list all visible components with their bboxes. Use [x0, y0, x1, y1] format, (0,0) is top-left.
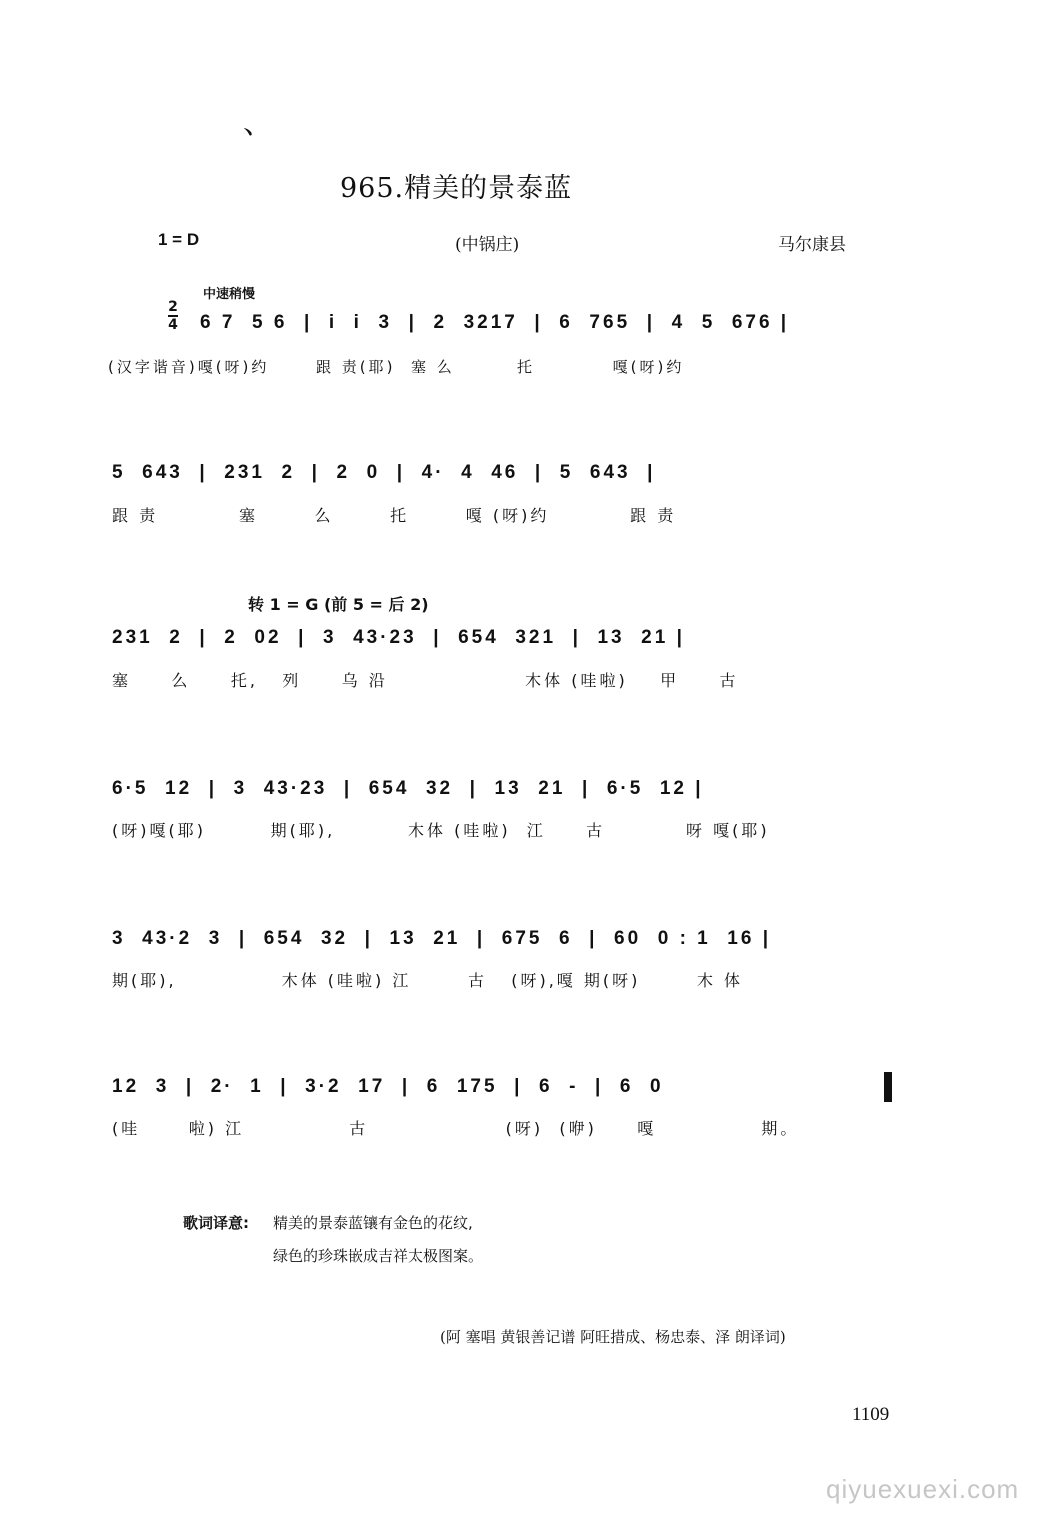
lyrics-line: 塞 么 托, 列 乌 沿 木体 (哇啦) 甲 古: [112, 671, 739, 690]
notation-line: 6 7 5 6 | i i 3 | 2 3217 | 6 765 | 4 5 676 |: [200, 312, 790, 333]
watermark: qiyuexuexi.com: [826, 1474, 1020, 1504]
notation-line: 3 43·2 3 | 654 32 | 13 21 | 675 6 | 60 0 : 1 16 |: [112, 928, 772, 949]
key-change-marking: 转 1 = G (前 5 = 后 2): [248, 595, 429, 614]
final-barline: [884, 1072, 892, 1102]
lyrics-line: 期(耶), 木体 (哇啦) 江 古 (呀),嘎 期(呀) 木 体: [112, 971, 744, 990]
notation-line: 231 2 | 2 02 | 3 43·23 | 654 321 | 13 21 |: [112, 627, 685, 648]
notation-line: 6·5 12 | 3 43·23 | 654 32 | 13 21 | 6·5 12 |: [112, 778, 704, 799]
lyrics-line: (哇 啦) 江 古 (呀) (咿) 嘎 期。: [112, 1119, 800, 1138]
lyrics-line: (呀)嘎(耶) 期(耶), 木体 (哇啦) 江 古 呀 嘎(耶): [112, 821, 770, 840]
notation-line: 5 643 | 231 2 | 2 0 | 4· 4 46 | 5 643 |: [112, 462, 656, 483]
credits-line: (阿 塞唱 黄银善记谱 阿旺措成、杨忠泰、泽 朗译词): [440, 1328, 786, 1346]
translation-label: 歌词译意:: [183, 1214, 249, 1232]
translation-line-2: 绿色的珍珠嵌成吉祥太极图案。: [273, 1247, 484, 1265]
translation-line-1: 精美的景泰蓝镶有金色的花纹,: [273, 1214, 473, 1232]
song-location: 马尔康县: [778, 235, 846, 255]
time-signature-top: 2: [168, 299, 178, 315]
page-number: 1109: [852, 1404, 890, 1425]
song-title: 965.精美的景泰蓝: [340, 173, 573, 204]
lyrics-line: 跟 责 塞 么 托 嘎 (呀)约 跟 责: [112, 506, 677, 525]
time-signature: [168, 300, 178, 332]
song-subtitle: (中锅庄): [455, 235, 520, 255]
notation-line: 12 3 | 2· 1 | 3·2 17 | 6 175 | 6 - | 6 0: [112, 1076, 664, 1097]
time-signature-bottom: 4: [168, 317, 178, 333]
key-signature: 1 = D: [158, 230, 200, 249]
lyrics-line: (汉字谐音)嘎(呀)约 跟 责(耶) 塞 么 托 嘎(呀)约: [108, 358, 685, 376]
corner-mark: 、: [243, 106, 273, 141]
tempo-marking: 中速稍慢: [203, 287, 256, 302]
